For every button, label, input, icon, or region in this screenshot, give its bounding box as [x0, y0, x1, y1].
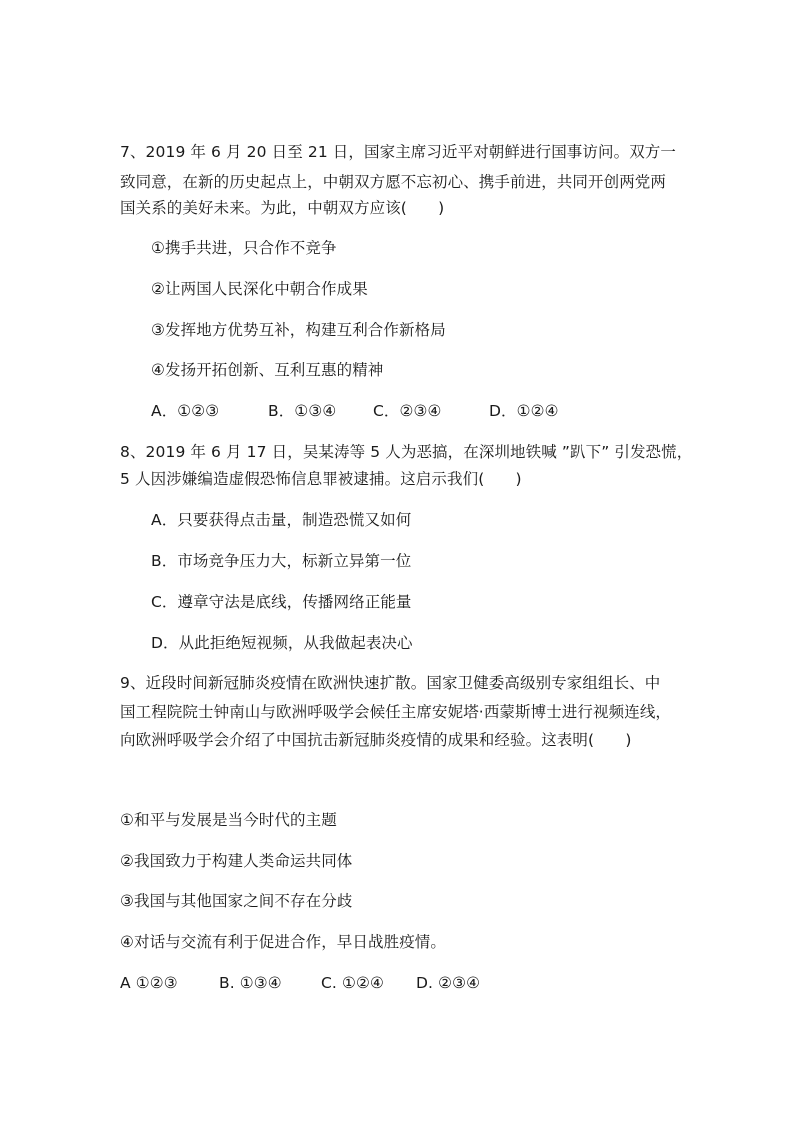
q7-statement-2: ②让两国人民深化中朝合作成果	[151, 280, 368, 298]
q7-option-a: A．①②③	[151, 402, 220, 420]
q7-option-c: C．②③④	[373, 402, 442, 420]
q8-stem-line-2: 5 人因涉嫌编造虚假恐怖信息罪被逮捕。这启示我们( )	[120, 470, 522, 488]
q9-stem-line-1: 9、近段时间新冠肺炎疫情在欧洲快速扩散。国家卫健委高级别专家组组长、中	[120, 674, 661, 692]
q9-options	[120, 973, 480, 993]
q7-stem-line-3: 国关系的美好未来。为此，中朝双方应该( )	[120, 199, 445, 217]
q9-option-c: C. ①②④	[321, 974, 384, 992]
q8-option-d: D．从此拒绝短视频，从我做起表决心	[151, 634, 413, 652]
q7-option-b: B．①③④	[268, 402, 337, 420]
q9-statement-3: ③我国与其他国家之间不存在分歧	[120, 892, 353, 910]
q9-statement-2: ②我国致力于构建人类命运共同体	[120, 852, 353, 870]
q7-options	[151, 401, 559, 421]
q7-statement-3: ③发挥地方优势互补，构建互利合作新格局	[151, 321, 446, 339]
q9-option-d: D. ②③④	[416, 974, 481, 992]
q7-stem-line-1: 7、2019 年 6 月 20 日至 21 日，国家主席习近平对朝鲜进行国事访问。双方一	[120, 143, 677, 161]
q8-option-b: B．市场竞争压力大，标新立异第一位	[151, 552, 412, 570]
q7-stem-line-2: 致同意，在新的历史起点上，中朝双方愿不忘初心、携手前进，共同开创两党两	[120, 173, 667, 191]
q7-option-d: D．①②④	[489, 402, 559, 420]
q8-option-c: C．遵章守法是底线，传播网络正能量	[151, 593, 412, 611]
q9-stem-line-3: 向欧洲呼吸学会介绍了中国抗击新冠肺炎疫情的成果和经验。这表明( )	[120, 731, 632, 749]
q7-statement-1: ①携手共进，只合作不竞争	[151, 239, 337, 257]
q7-statement-4: ④发扬开拓创新、互利互惠的精神	[151, 361, 384, 379]
q9-option-a: A ①②③	[120, 974, 178, 992]
q9-option-b: B. ①③④	[219, 974, 282, 992]
q8-option-a: A．只要获得点击量，制造恐慌又如何	[151, 511, 412, 529]
q9-stem-line-2: 国工程院院士钟南山与欧洲呼吸学会候任主席安妮塔·西蒙斯博士进行视频连线，	[120, 703, 672, 721]
q9-statement-1: ①和平与发展是当今时代的主题	[120, 811, 337, 829]
q9-statement-4: ④对话与交流有利于促进合作，早日战胜疫情。	[120, 933, 446, 951]
q8-stem-line-1: 8、2019 年 6 月 17 日，吴某涛等 5 人为恶搞，在深圳地铁喊 ”趴下” 引发恐慌，	[120, 443, 693, 461]
